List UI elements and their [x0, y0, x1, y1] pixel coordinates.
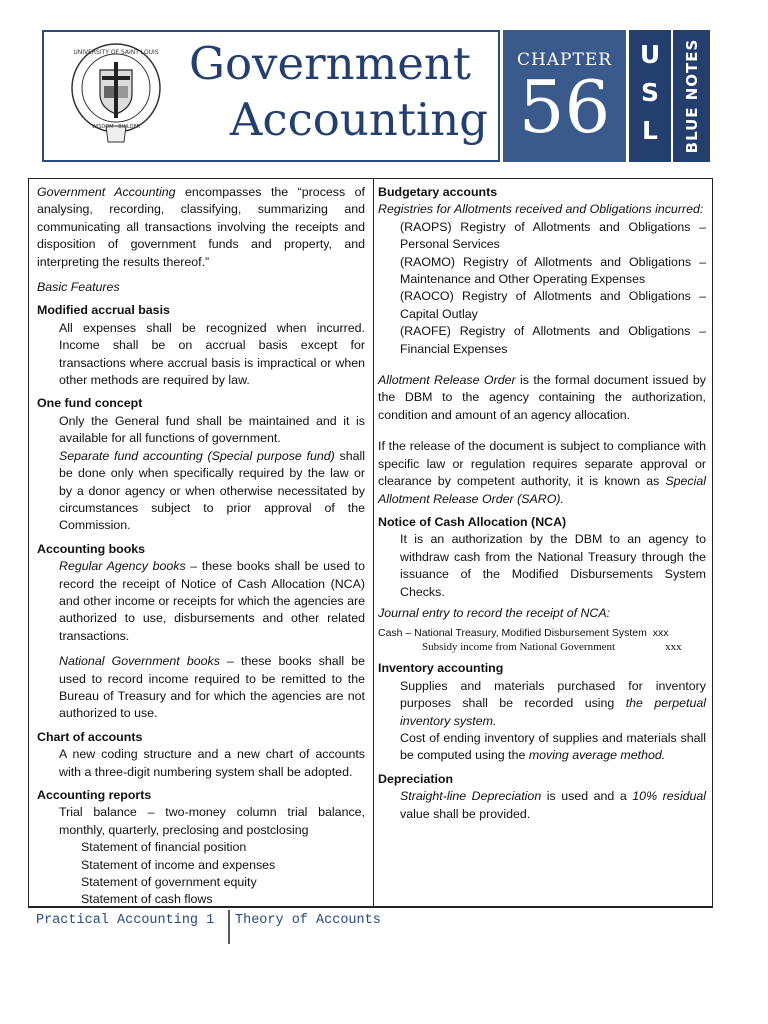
regular-agency-books-em: Regular Agency books	[59, 559, 186, 574]
regular-agency-books-rest: – these books shall be used to record the receipt of Notice of Cash Allocation (NCA) and other income or receipts for which the agencies are authorized to use, disbursements and other related transactions.	[59, 559, 365, 643]
one-fund-text-2-rest: shall be done only when specifically required by the law or by a donor agency or when otherwise necessitated by circumstances subject to prior approval of the Commission.	[59, 448, 365, 533]
basic-features-heading: Basic Features	[37, 280, 120, 295]
national-government-books-text	[37, 653, 365, 723]
accounting-reports-heading: Accounting reports	[37, 788, 152, 802]
chapter-number: 56	[518, 65, 611, 149]
regular-agency-books-text	[37, 558, 365, 645]
inventory-text-1-em: the perpetual inventory system.	[400, 696, 706, 728]
svg-text:WISDOM · BUILDER: WISDOM · BUILDER	[91, 124, 141, 130]
je-credit-account: Subsidy income from National Government	[422, 641, 616, 654]
content-table	[28, 178, 713, 908]
registry-item: (RAOFE) Registry of Allotments and Obligations – Financial Expenses	[400, 324, 706, 356]
one-fund-text-2-em: Separate fund accounting (Special purpose fund)	[59, 448, 335, 463]
footer-subject: Practical Accounting 1	[36, 913, 215, 928]
national-government-books-rest: – these books shall be used to record income required to be remitted to the Bureau of Treasury and for which the agencies are not authorized to use.	[59, 654, 365, 721]
report-item: Statement of cash flows	[81, 892, 213, 907]
journal-entry-debit	[378, 626, 706, 640]
footer-topic: Theory of Accounts	[235, 913, 381, 928]
chapter-badge	[503, 30, 626, 162]
budgetary-accounts-heading: Budgetary accounts	[378, 185, 498, 199]
je-debit-account: Cash – National Treasury, Modified Disbursement System	[378, 627, 647, 640]
usl-letter-u: U	[639, 40, 661, 69]
blue-notes-label: BLUE NOTES	[682, 38, 701, 154]
saro-em: Special Allotment Release Order (SARO).	[378, 474, 706, 506]
depreciation-heading: Depreciation	[378, 771, 454, 786]
registry-item: (RAOCO) Registry of Allotments and Obligations – Capital Outlay	[400, 289, 706, 321]
inventory-text-1-main: Supplies and materials purchased for inventory purposes shall be recorded using	[400, 678, 706, 711]
page-footer	[28, 910, 713, 950]
usl-letter-s: S	[640, 78, 659, 107]
chart-of-accounts-heading: Chart of accounts	[37, 729, 143, 744]
registry-item: (RAOPS) Registry of Allotments and Obligations – Personal Services	[400, 219, 706, 252]
aro-rest: is the formal document issued by the DBM to the agency containing the authorization, condition and amount of an agency allocation.	[378, 373, 706, 422]
intro-rest: encompasses the “process of analysing, recording, classifying, summarizing and communicating all transactions involving the receipts and disposition of government funds and property, and interpreting the results thereof.”	[37, 185, 365, 269]
title-line-2: Accounting	[229, 93, 489, 146]
right-column	[378, 184, 706, 823]
trial-balance-text: Trial balance – two-money column trial balance, monthly, quarterly, preclosing and postclosing	[59, 805, 365, 837]
depreciation-text	[378, 788, 706, 823]
saro-paragraph	[378, 438, 706, 508]
journal-entry-credit	[378, 640, 706, 654]
nca-heading: Notice of Cash Allocation (NCA)	[378, 514, 567, 529]
je-credit-amount: xxx	[665, 641, 682, 654]
registry-item: (RAOMO) Registry of Allotments and Obligations – Maintenance and Other Operating Expenses	[400, 254, 706, 287]
aro-em: Allotment Release Order	[378, 373, 516, 388]
modified-accrual-heading: Modified accrual basis	[37, 303, 170, 318]
header-banner	[42, 30, 500, 162]
title-line-1: Government	[189, 37, 471, 90]
budgetary-accounts-intro: Registries for Allotments received and Obligations incurred:	[378, 202, 704, 217]
inventory-accounting-heading: Inventory accounting	[378, 661, 504, 676]
depreciation-rest: value shall be provided.	[400, 806, 531, 821]
usl-letter-l: L	[642, 116, 658, 145]
usl-badge	[629, 30, 671, 162]
blue-notes-badge	[673, 30, 710, 162]
intro-em: Government Accounting	[37, 185, 176, 199]
report-item: Statement of government equity	[81, 875, 257, 890]
intro-paragraph	[37, 184, 365, 271]
depreciation-em-1: Straight-line Depreciation	[400, 789, 542, 804]
inventory-text-1	[378, 678, 706, 730]
inventory-text-2-em: moving average method.	[528, 748, 666, 763]
report-item: Statement of financial position	[81, 840, 247, 855]
journal-entry-label: Journal entry to record the receipt of NCA:	[378, 605, 611, 620]
chapter-label: CHAPTER	[516, 50, 613, 70]
depreciation-em-2: 10% residual	[632, 789, 707, 804]
saro-text: If the release of the document is subject to compliance with specific law or regulation requires separate approval or clearance by competent authority, it is known as	[378, 439, 706, 489]
depreciation-mid: is used and a	[541, 789, 633, 804]
one-fund-text-2	[37, 448, 365, 535]
page-title	[174, 36, 494, 148]
inventory-text-2-main: Cost of ending inventory of supplies and materials shall be computed using the	[400, 730, 706, 763]
report-item: Statement of income and expenses	[81, 857, 276, 872]
inventory-text-2	[378, 730, 706, 765]
one-fund-text-1: Only the General fund shall be maintained and it is available for all functions of government.	[59, 413, 365, 446]
accounting-books-heading: Accounting books	[37, 541, 146, 556]
modified-accrual-text: All expenses shall be recognized when incurred. Income shall be on accrual basis except for transactions where accrual basis is impractical or when other methods are required by law.	[59, 320, 365, 388]
aro-paragraph	[378, 372, 706, 424]
footer-divider	[228, 910, 230, 944]
one-fund-heading: One fund concept	[37, 396, 143, 411]
nca-text: It is an authorization by the DBM to an agency to withdraw cash from the National Treasury through the issuance of the Modified Disbursements System Checks.	[400, 532, 706, 599]
je-debit-amount: xxx	[652, 627, 669, 640]
chart-of-accounts-text: A new coding structure and a new chart of accounts with a three-digit numbering system shall be adopted.	[59, 747, 365, 779]
national-government-books-em: National Government books	[59, 654, 220, 669]
university-seal-logo	[70, 42, 162, 150]
column-divider	[373, 179, 374, 906]
svg-text:UNIVERSITY OF SAINT LOUIS: UNIVERSITY OF SAINT LOUIS	[73, 49, 159, 56]
left-column	[37, 184, 365, 909]
